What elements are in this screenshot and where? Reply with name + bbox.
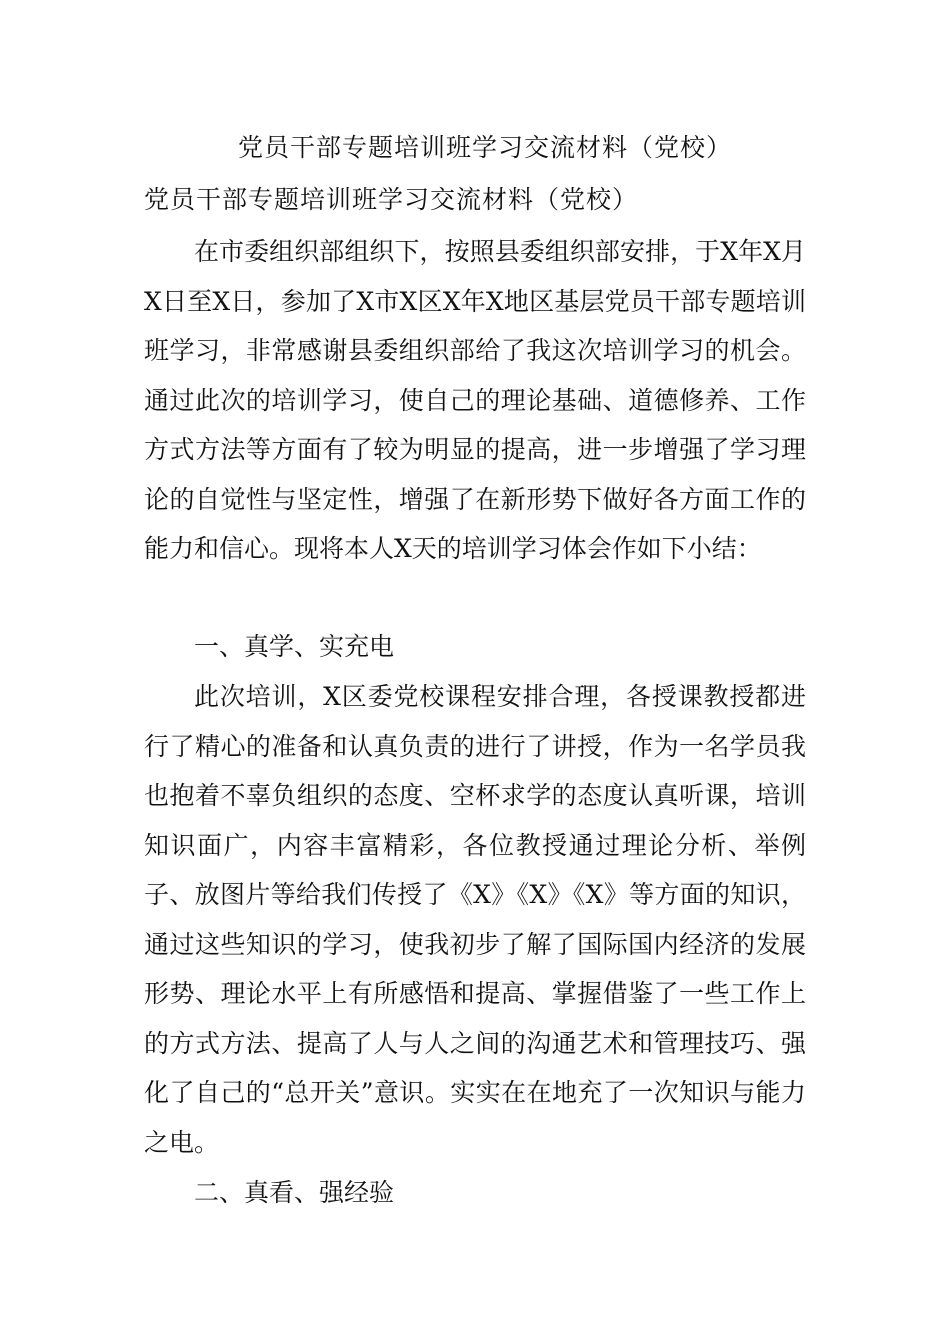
document-subtitle: 党员干部专题培训班学习交流材料（党校） xyxy=(144,185,639,214)
section-heading-2: 二、真看、强经验 xyxy=(194,1178,395,1207)
section-heading-1: 一、真学、实充电 xyxy=(194,632,395,661)
intro-paragraph: 在市委组织部组织下，按照县委组织部安排，于X年X月X日至X日，参加了X市X区X年X地区基层党员干部专题培训班学习，非常感谢县委组织部给了我这次培训学习的机会。通过此次的培训学习，使自己的理论基础、道德修养、工作方式方法等方面有了较为明显的提高，进一步增强了学习理论的自觉性与坚定性，增强了在新形势下做好各方面工作的能力和信心。现将本人X天的培训学习体会作如下小结： xyxy=(144,237,806,563)
section-1-paragraph: 此次培训，X区委党校课程安排合理，各授课教授都进行了精心的准备和认真负责的进行了讲授，作为一名学员我也抱着不辜负组织的态度、空杯求学的态度认真听课，培训知识面广，内容丰富精彩，各位教授通过理论分析、举例子、放图片等给我们传授了《X》《X》《X》等方面的知识，通过这些知识的学习，使我初步了解了国际国内经济的发展形势、理论水平上有所感悟和提高、掌握借鉴了一些工作上的方式方法、提高了人与人之间的沟通艺术和管理技巧、强化了自己的“总开关”意识。实实在在地充了一次知识与能力之电。 xyxy=(144,682,806,1157)
document-title: 党员干部专题培训班学习交流材料（党校） xyxy=(237,133,732,162)
